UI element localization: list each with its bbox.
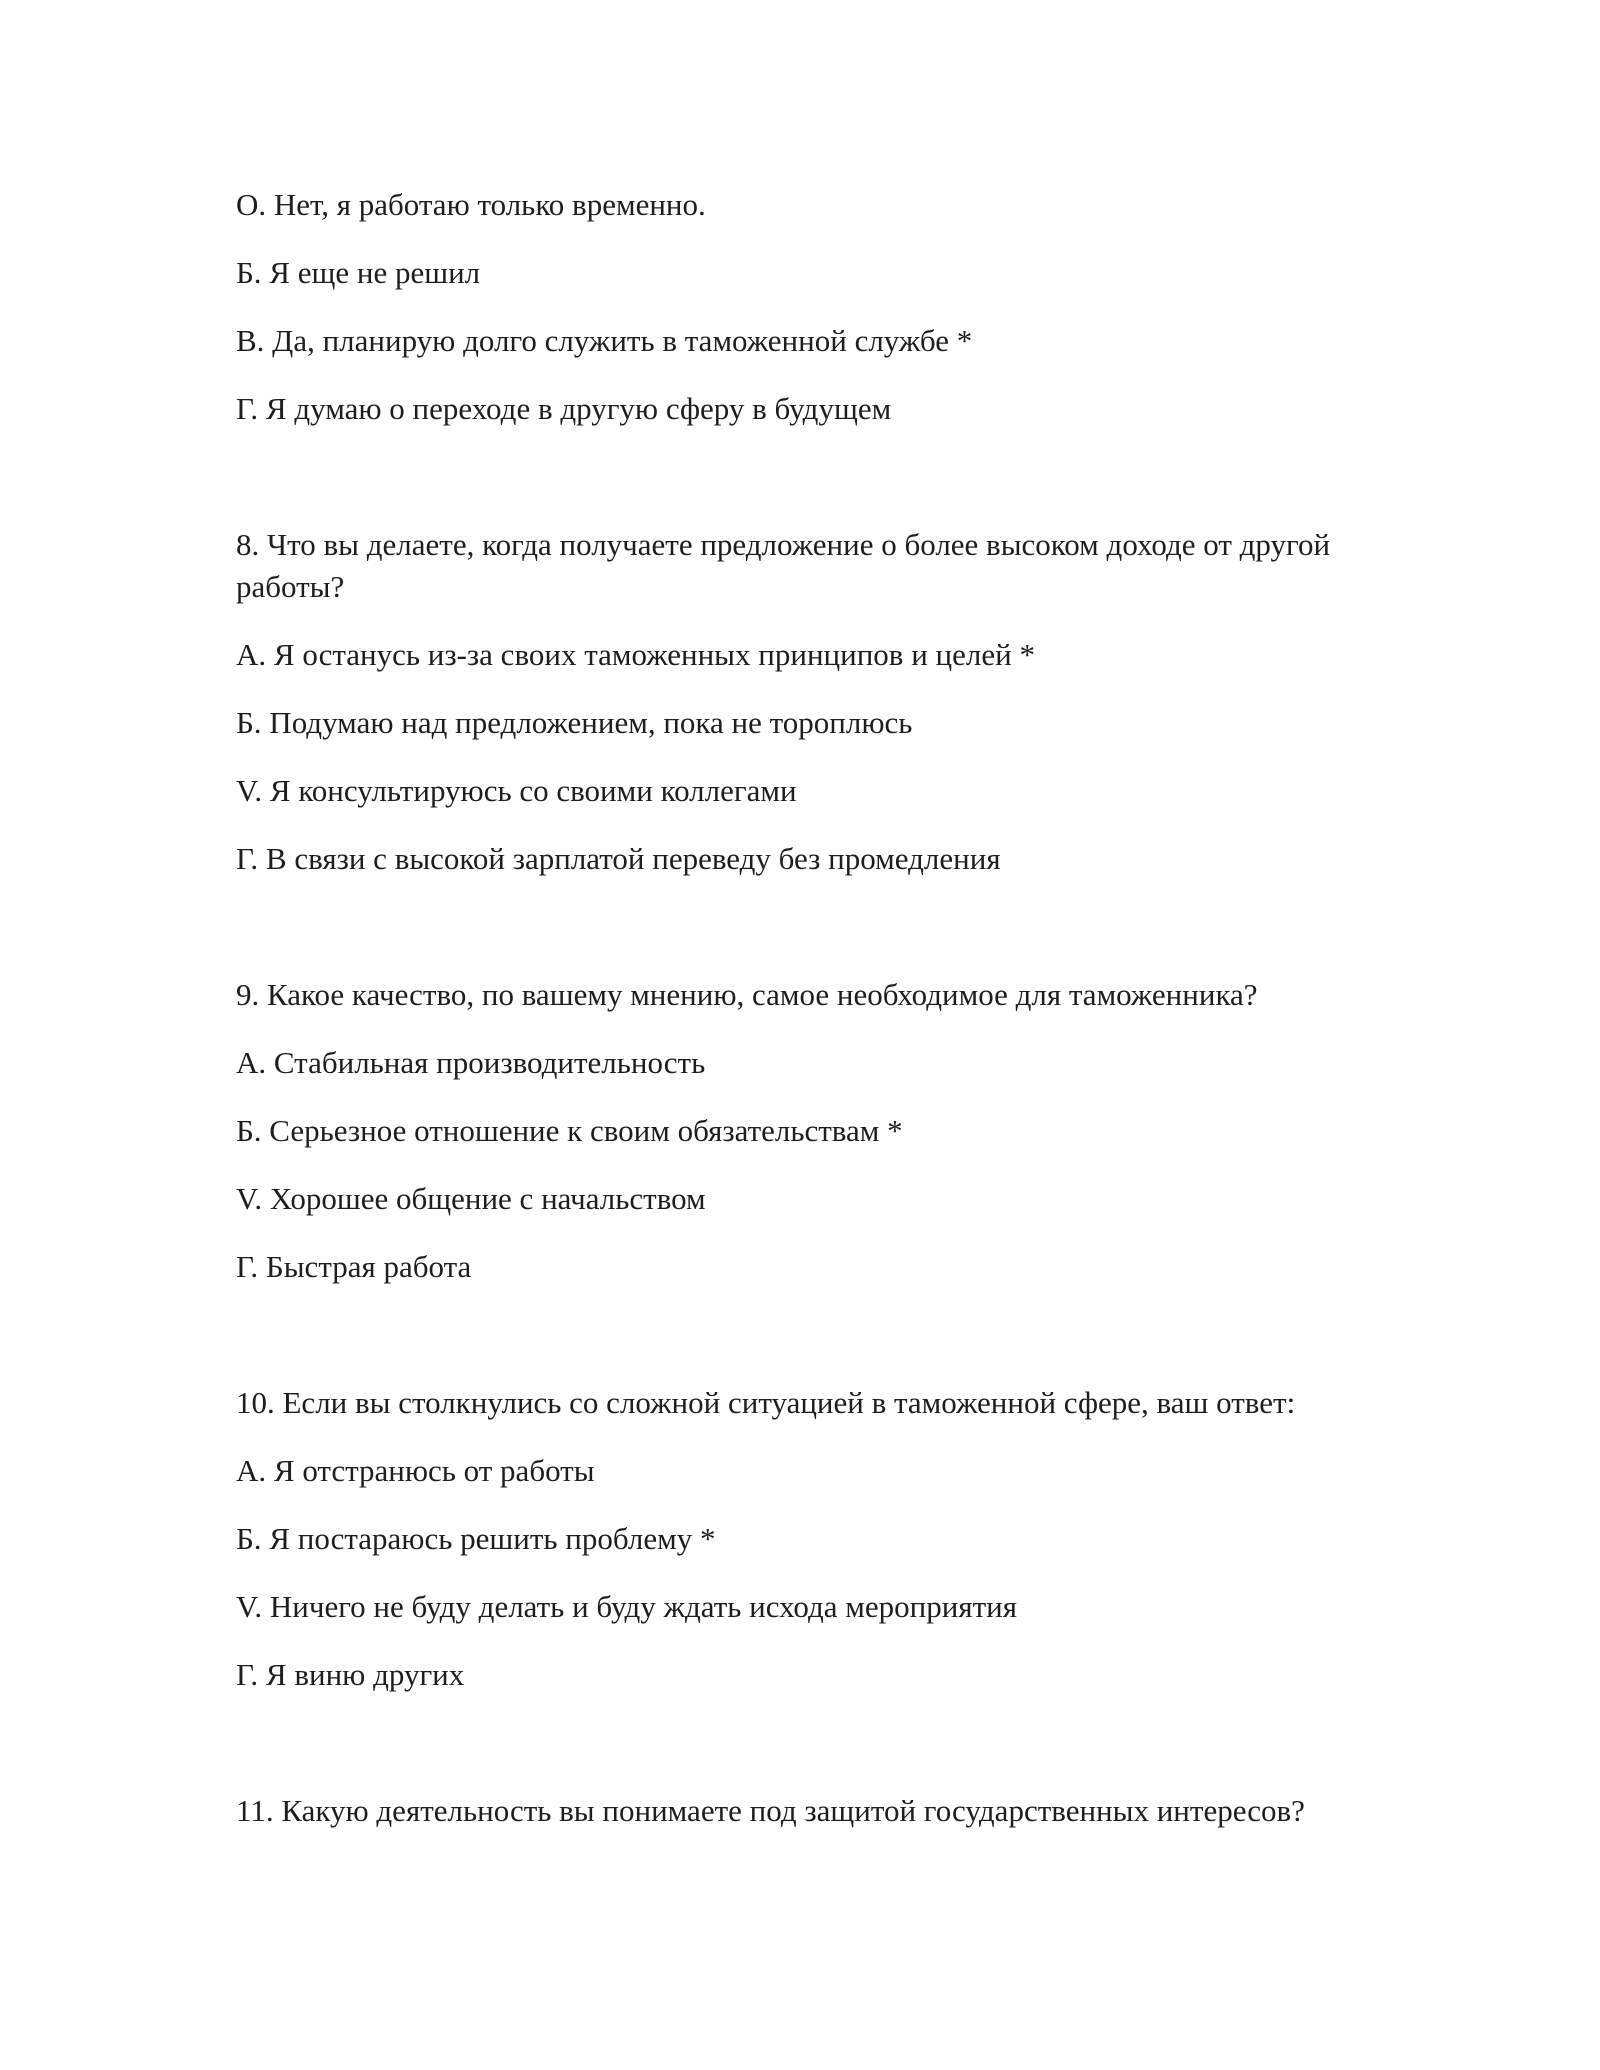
answer-option: Г. Я думаю о переходе в другую сферу в будущем [236,391,892,426]
answer-option: V. Хорошее общение с начальством [236,1181,706,1216]
answer-option: А. Я отстранюсь от работы [236,1453,595,1488]
answer-option: О. Нет, я работаю только временно. [236,187,706,222]
question-text: 11. Какую деятельность вы понимаете под защитой государственных интересов? [236,1793,1305,1828]
question-block [236,184,1376,430]
question-text: 9. Какое качество, по вашему мнению, самое необходимое для таможенника? [236,977,1258,1012]
answer-option: Б. Я еще не решил [236,255,481,290]
answer-option: Б. Подумаю над предложением, пока не тороплюсь [236,705,913,740]
block-spacer [236,1722,1376,1790]
question-block [236,1382,1376,1696]
answer-option: А. Стабильная производительность [236,1045,706,1080]
answer-option: А. Я останусь из-за своих таможенных принципов и целей * [236,637,1035,672]
document-body [236,184,1376,1858]
block-spacer [236,906,1376,974]
question-text: 8. Что вы делаете, когда получаете предложение о более высоком доходе от другой работы? [236,527,1331,604]
answer-option: Г. Я виню других [236,1657,465,1692]
answer-option: Г. Быстрая работа [236,1249,472,1284]
question-block [236,524,1376,880]
answer-option: Б. Серьезное отношение к своим обязательствам * [236,1113,903,1148]
answer-option: V. Я консультируюсь со своими коллегами [236,773,797,808]
question-block [236,974,1376,1288]
question-block [236,1790,1376,1832]
answer-option: В. Да, планирую долго служить в таможенной службе * [236,323,973,358]
answer-option: Г. В связи с высокой зарплатой переведу без промедления [236,841,1001,876]
answer-option: Б. Я постараюсь решить проблему * [236,1521,716,1556]
block-spacer [236,1314,1376,1382]
answer-option: V. Ничего не буду делать и буду ждать исхода мероприятия [236,1589,1018,1624]
question-text: 10. Если вы столкнулись со сложной ситуацией в таможенной сфере, ваш ответ: [236,1385,1296,1420]
block-spacer [236,456,1376,524]
